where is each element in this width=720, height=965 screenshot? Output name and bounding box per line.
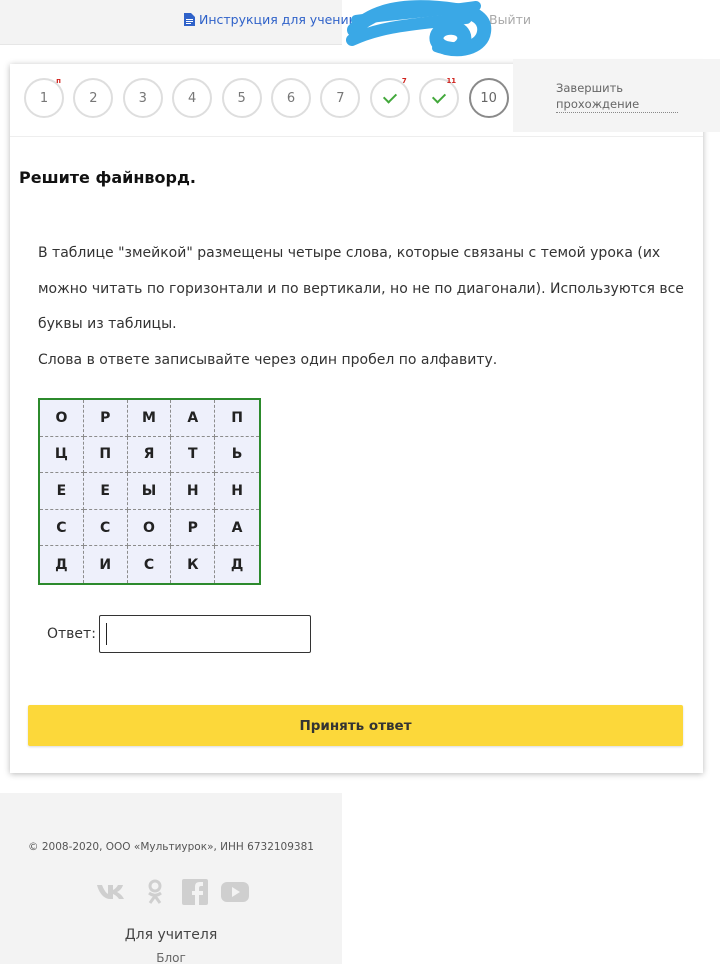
question-nav-item-4[interactable] [172, 78, 212, 118]
task-text-line-1: В таблице "змейкой" размещены четыре слова, которые связаны с темой урока (их [38, 245, 661, 261]
odnoklassniki-icon[interactable] [140, 878, 170, 906]
question-nav-item-10[interactable] [469, 78, 509, 118]
grid-cell: Ы [128, 473, 172, 510]
grid-cell: Р [84, 400, 128, 437]
grid-cell: Ц [40, 437, 84, 474]
question-nav-item-5[interactable] [222, 78, 262, 118]
copyright: © 2008-2020, ООО «Мультиурок», ИНН 6732109381 [28, 841, 314, 853]
grid-cell: А [215, 510, 259, 547]
grid-cell: Е [40, 473, 84, 510]
question-number: 3 [138, 90, 147, 106]
check-icon [432, 90, 446, 104]
answer-input[interactable] [99, 615, 311, 653]
instruction-link[interactable] [184, 12, 364, 27]
question-nav-item-8[interactable] [370, 78, 410, 118]
redaction-scribble [346, 0, 496, 58]
grid-cell: Р [171, 510, 215, 547]
nav-divider [10, 136, 703, 137]
grid-cell: С [84, 510, 128, 547]
document-icon [184, 13, 195, 26]
question-nav-item-2[interactable] [73, 78, 113, 118]
question-mark-badge: 7 [401, 77, 407, 85]
grid-cell: Н [171, 473, 215, 510]
question-number: 10 [480, 90, 497, 106]
grid-cell: М [128, 400, 172, 437]
for-teacher-link[interactable]: Для учителя [124, 927, 218, 943]
blog-link[interactable]: Блог [156, 951, 186, 965]
task-title: Решите файнворд. [19, 168, 196, 187]
question-number: 5 [237, 90, 246, 106]
question-nav-item-3[interactable] [123, 78, 163, 118]
grid-cell: П [215, 400, 259, 437]
grid-cell: Ь [215, 437, 259, 474]
question-nav-item-7[interactable] [320, 78, 360, 118]
grid-cell: И [84, 546, 128, 583]
question-number: 1 [39, 90, 49, 106]
submit-answer-button[interactable]: Принять ответ [28, 705, 683, 746]
question-nav-item-9[interactable] [419, 78, 459, 118]
grid-cell: П [84, 437, 128, 474]
vk-icon[interactable] [96, 878, 126, 906]
grid-cell: Е [84, 473, 128, 510]
task-text-line-4: Слова в ответе записывайте через один пробел по алфавиту. [38, 352, 498, 368]
grid-cell: Д [230, 556, 244, 573]
youtube-icon[interactable] [220, 878, 250, 906]
grid-cell: Н [215, 473, 259, 510]
facebook-icon[interactable] [180, 878, 210, 906]
text-caret [106, 623, 107, 645]
instruction-link-label: Инструкция для ученика [199, 12, 364, 27]
question-number: 2 [89, 90, 98, 106]
grid-cell: А [171, 400, 215, 437]
grid-cell: Т [171, 437, 215, 474]
finish-link[interactable]: Завершить прохождение [556, 80, 678, 113]
grid-cell: С [128, 546, 172, 583]
task-card [10, 64, 703, 773]
question-nav-item-6[interactable] [271, 78, 311, 118]
grid-cell: Я [128, 437, 172, 474]
question-number: 4 [188, 90, 197, 106]
question-number: 7 [336, 90, 345, 106]
logout-link[interactable]: Выйти [489, 12, 531, 27]
grid-cell: О [128, 510, 172, 547]
question-nav-item-1[interactable] [24, 78, 64, 118]
grid-cell: Д [40, 546, 84, 583]
question-mark-badge: 11 [446, 77, 457, 85]
grid-cell: С [40, 510, 84, 547]
grid-cell: О [40, 400, 84, 437]
check-icon [383, 90, 397, 104]
task-text-line-2: можно читать по горизонтали и по вертикали, но не по диагонали). Используются все [38, 281, 684, 297]
social-links [96, 878, 248, 906]
grid-cell: К [171, 546, 215, 583]
question-number: 6 [286, 90, 296, 106]
puzzle-grid [38, 398, 261, 585]
question-mark-badge: п [56, 77, 61, 85]
answer-label: Ответ: [47, 626, 96, 642]
task-text-line-3: буквы из таблицы. [38, 316, 177, 332]
